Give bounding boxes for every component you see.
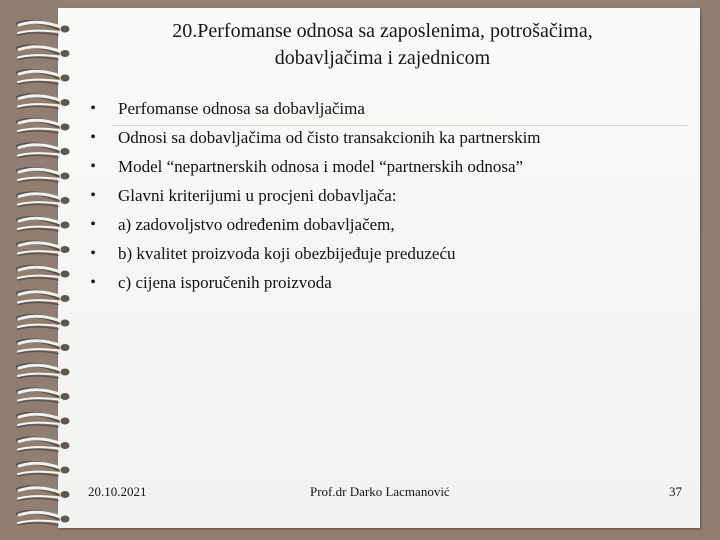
bullet-item	[88, 268, 698, 297]
binding-ring-icon	[18, 22, 70, 35]
bullet-list	[88, 94, 698, 297]
bullet-text: b) kvalitet proizvoda koji obezbijeđuje preduzeću	[118, 244, 456, 263]
spiral-binding-icon	[0, 0, 90, 540]
bullet-dot-icon: •	[90, 158, 96, 175]
binding-ring-icon	[18, 218, 70, 231]
binding-ring-icon	[18, 169, 70, 182]
bullet-dot-icon: •	[90, 274, 96, 291]
footer-author: Prof.dr Darko Lacmanović	[310, 484, 450, 499]
bullet-text: Odnosi sa dobavljačima od čisto transakcionih ka partnerskim	[118, 128, 541, 147]
binding-ring-icon	[18, 46, 70, 59]
binding-ring-icon	[18, 438, 70, 451]
bullet-text: Model “nepartnerskih odnosa i model “partnerskih odnosa”	[118, 157, 524, 176]
binding-ring-icon	[18, 144, 70, 157]
binding-ring-icon	[18, 95, 70, 108]
bullet-text: c) cijena isporučenih proizvoda	[118, 273, 332, 292]
slide-title	[100, 18, 665, 72]
binding-ring-icon	[18, 512, 70, 525]
binding-ring-icon	[18, 242, 70, 255]
bullet-dot-icon: •	[90, 100, 96, 117]
bullet-item	[88, 210, 698, 239]
binding-ring-icon	[18, 365, 70, 378]
bullet-text: Glavni kriterijumi u procjeni dobavljača:	[118, 186, 397, 205]
binding-ring-icon	[18, 389, 70, 402]
bullet-dot-icon: •	[90, 216, 96, 233]
binding-ring-icon	[18, 291, 70, 304]
bullet-dot-icon: •	[90, 187, 96, 204]
binding-ring-icon	[18, 414, 70, 427]
bullet-text: a) zadovoljstvo određenim dobavljačem,	[118, 215, 395, 234]
bullet-item	[88, 239, 698, 268]
binding-ring-icon	[18, 340, 70, 353]
binding-ring-icon	[18, 487, 70, 500]
bullet-item	[88, 94, 698, 123]
bullet-dot-icon: •	[90, 245, 96, 262]
bullet-item	[88, 123, 698, 152]
bullet-text: Perfomanse odnosa sa dobavljačima	[118, 99, 365, 118]
binding-ring-icon	[18, 71, 70, 84]
title-line-2: dobavljačima i zajednicom	[274, 47, 491, 69]
bullet-item	[88, 181, 698, 210]
binding-ring-icon	[18, 120, 70, 133]
footer-date: 20.10.2021	[88, 484, 147, 499]
footer-page-number: 37	[669, 484, 682, 499]
bullet-dot-icon: •	[90, 129, 96, 146]
bullet-item	[88, 152, 698, 181]
binding-ring-icon	[18, 193, 70, 206]
binding-ring-icon	[18, 267, 70, 280]
binding-ring-icon	[18, 316, 70, 329]
binding-ring-icon	[18, 463, 70, 476]
title-line-1: 20.Perfomanse odnosa sa zaposlenima, potrošačima,	[172, 20, 593, 42]
